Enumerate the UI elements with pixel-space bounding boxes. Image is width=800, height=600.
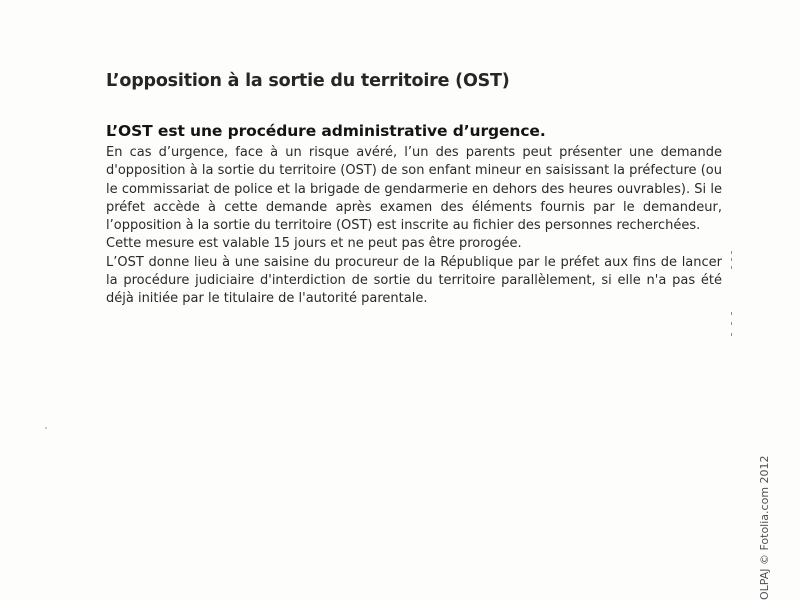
- scan-mark: [731, 333, 732, 336]
- scan-mark: [731, 322, 732, 325]
- paragraph-urgency: En cas d’urgence, face à un risque avéré, l’un des parents peut présenter une demande d'opposition à la sortie du territoire (OST) de son enfant mineur en saisissant la préfecture (ou le commissariat de police et la brigade de gendarmerie en dehors des heures ouvrables). Si le préfet accède à cette demande après examen des éléments fournis par le demandeur, l’opposition à la sortie du territoire (OST) est inscrite au fichier des personnes recherchées.: [106, 145, 722, 234]
- body-text: [106, 144, 722, 309]
- image-credit: OLPAJ © Fotolia.com 2012: [758, 455, 771, 600]
- scan-mark: [731, 266, 732, 269]
- scan-speck: [45, 427, 47, 429]
- scan-mark: [731, 251, 732, 254]
- scan-mark: [731, 312, 732, 315]
- scan-mark: [731, 258, 732, 261]
- paragraph-procedure: L’OST donne lieu à une saisine du procureur de la République par le préfet aux fins de lancer la procédure judiciaire d'interdiction de sortie du territoire parallèlement, si elle n'a pas été déjà initiée par le titulaire de l'autorité parentale.: [106, 254, 722, 307]
- page-title: L’opposition à la sortie du territoire (OST): [106, 71, 510, 91]
- paragraph-validity: Cette mesure est valable 15 jours et ne peut pas être prorogée.: [106, 236, 522, 252]
- section-heading: L’OST est une procédure administrative d’urgence.: [106, 122, 546, 140]
